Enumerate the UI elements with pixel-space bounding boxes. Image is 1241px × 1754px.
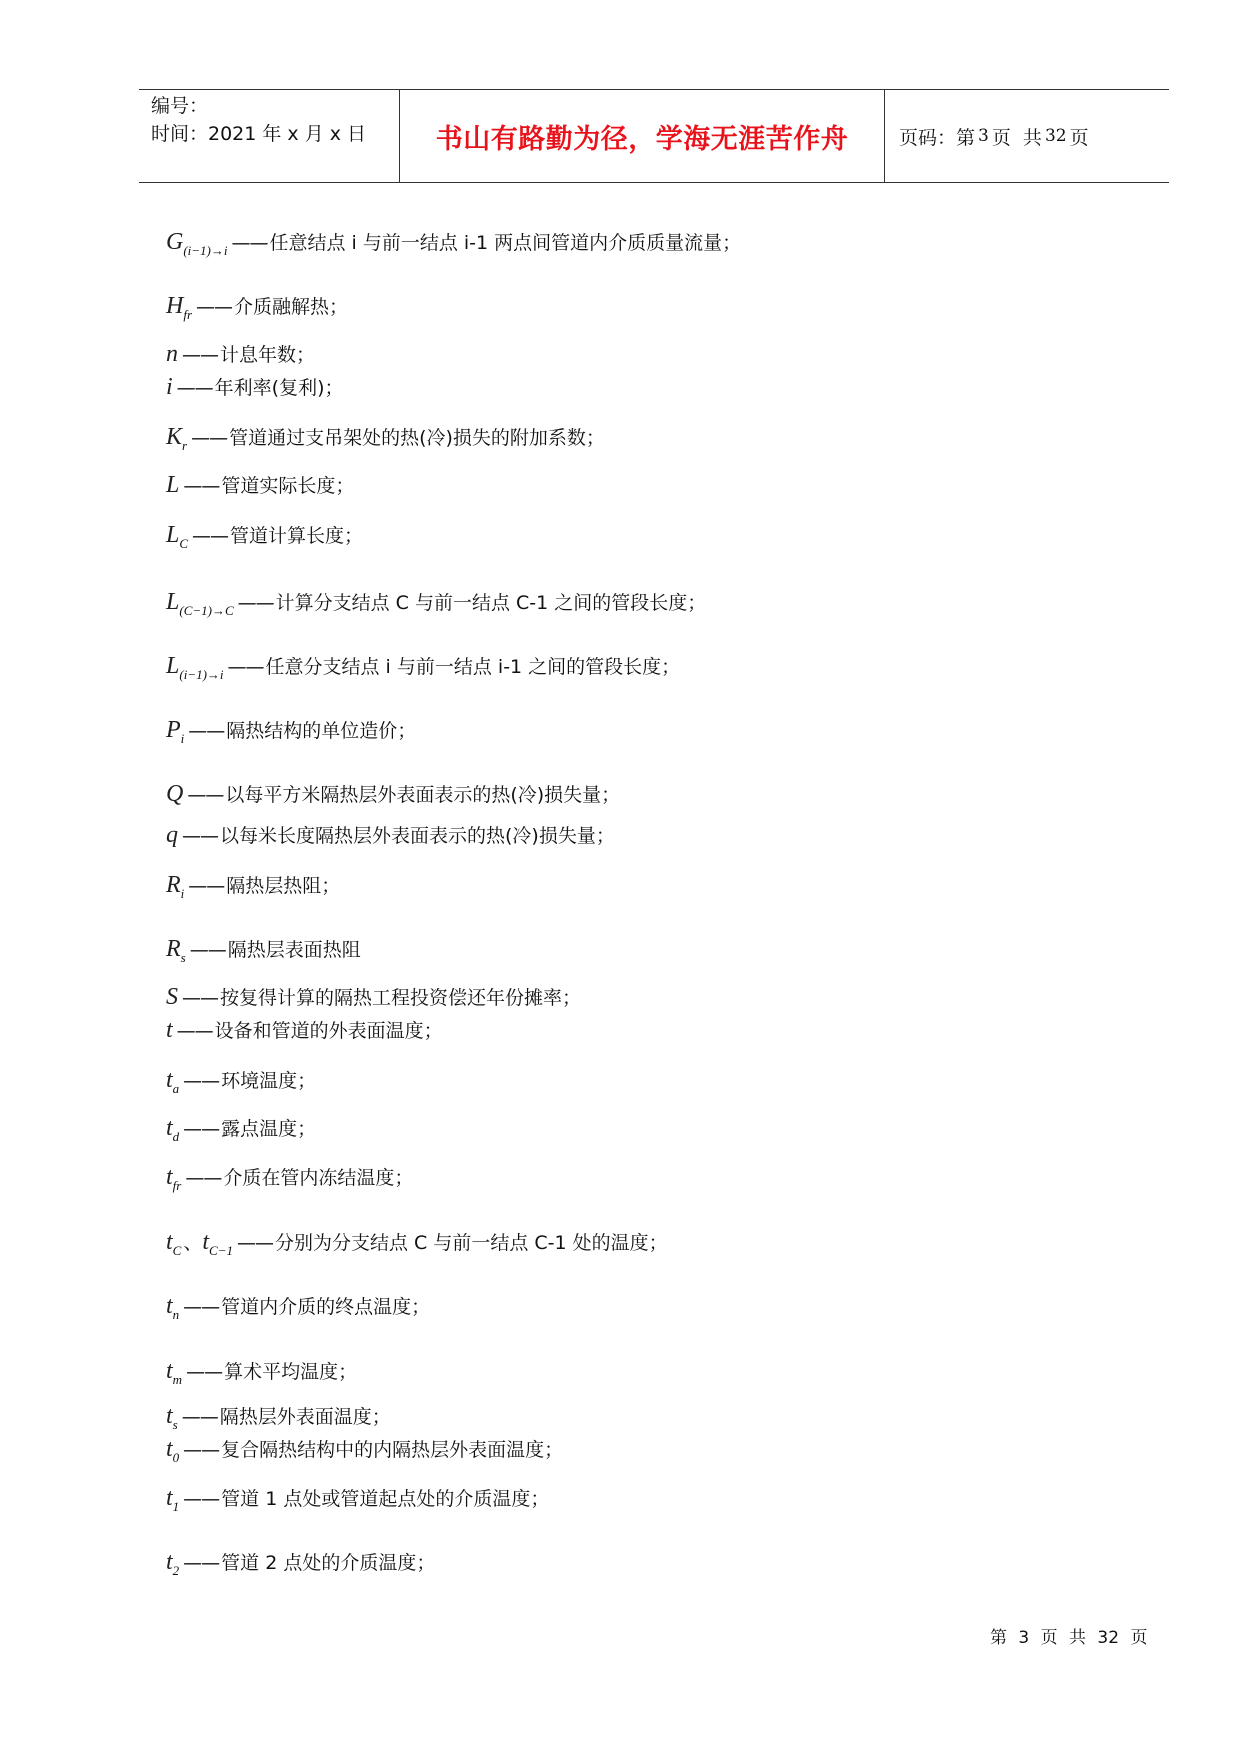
page-footer: 第 3 页 共 32 页: [990, 1628, 1148, 1648]
definition-text: 介质在管内冻结温度；: [223, 1167, 414, 1189]
dash: ——: [182, 825, 218, 847]
definition-text: 任意结点 i 与前一结点 i-1 两点间管道内介质质量流量；: [269, 232, 742, 254]
subscript: s: [172, 1417, 178, 1432]
definition-text: 分别为分支结点 C 与前一结点 C-1 处的温度；: [274, 1232, 668, 1254]
dash: ——: [183, 1488, 220, 1510]
symbol: t: [166, 1164, 173, 1190]
dash: ——: [189, 939, 226, 961]
subscript: fr: [172, 1178, 182, 1193]
dash: ——: [186, 1361, 223, 1383]
definition-text: 以每平方米隔热层外表面表示的热(冷)损失量；: [225, 784, 621, 806]
definition-text: 计算分支结点 C 与前一结点 C-1 之间的管段长度；: [275, 592, 707, 614]
time-label: 时间：2021 年 x 月 x 日: [151, 123, 367, 145]
subscript: m: [172, 1372, 183, 1387]
definition-text: 隔热层表面热阻: [227, 939, 361, 961]
definition-text: 环境温度；: [221, 1070, 317, 1092]
dash: ——: [176, 377, 213, 399]
header-divider: [884, 90, 885, 182]
subscript: (C−1)→C: [179, 603, 234, 618]
dash: ——: [191, 427, 228, 449]
header-motto: 书山有路勤为径，学海无涯苦作舟: [435, 123, 849, 155]
definition-text: 按复得计算的隔热工程投资偿还年份摊率；: [220, 987, 582, 1009]
symbol: G: [166, 229, 184, 255]
document-header: [139, 89, 1169, 183]
definition-item: [166, 1016, 443, 1044]
definition-text: 年利率(复利)；: [214, 377, 344, 399]
definition-item: [166, 423, 605, 451]
symbol: L: [166, 589, 180, 615]
subscript: C: [172, 1243, 182, 1258]
subscript: n: [172, 1307, 180, 1322]
dash: ——: [237, 592, 274, 614]
page-prefix: 页码：第: [899, 126, 976, 149]
symbol: L: [166, 472, 180, 498]
symbol: R: [166, 872, 181, 898]
definition-item: [166, 1484, 549, 1512]
definition-item: [166, 471, 354, 499]
definition-item: [166, 228, 741, 256]
number-label: 编号：: [151, 95, 209, 117]
subscript: r: [182, 438, 188, 453]
definition-item: [166, 652, 680, 680]
definition-text: 设备和管道的外表面温度；: [214, 1020, 443, 1042]
symbol: L: [166, 653, 180, 679]
symbol: i: [166, 374, 173, 400]
dash: ——: [183, 1070, 220, 1092]
symbol: t: [166, 1403, 173, 1429]
definition-text: 复合隔热结构中的内隔热层外表面温度；: [221, 1439, 564, 1461]
dash: ——: [196, 296, 233, 318]
dash: ——: [183, 1296, 220, 1318]
definition-item: [166, 871, 340, 899]
definition-text: 管道计算长度；: [230, 525, 364, 547]
definition-item: [166, 292, 348, 320]
subscript: 1: [172, 1499, 180, 1514]
definition-text: 任意分支结点 i 与前一结点 i-1 之间的管段长度；: [265, 656, 681, 678]
dash: ——: [181, 1406, 218, 1428]
definition-item: [166, 373, 344, 401]
definition-item: [166, 340, 315, 368]
definition-item: [166, 1114, 316, 1142]
definition-text: 隔热层热阻；: [226, 875, 341, 897]
subscript: 0: [172, 1450, 180, 1465]
definition-text: 管道 2 点处的介质温度；: [221, 1552, 436, 1574]
definition-text: 算术平均温度；: [224, 1361, 358, 1383]
definition-text: 管道实际长度；: [221, 475, 355, 497]
subscript: s: [180, 950, 186, 965]
symbol: K: [166, 424, 183, 450]
symbol: H: [166, 293, 184, 319]
symbol: t: [202, 1229, 210, 1255]
symbol: t: [166, 1067, 173, 1093]
dash: ——: [176, 1020, 213, 1042]
symbol: t: [166, 1017, 173, 1043]
separator: 、: [183, 1232, 203, 1254]
definition-item: [166, 716, 416, 744]
symbol: t: [166, 1549, 173, 1575]
symbol: P: [166, 717, 181, 743]
dash: ——: [187, 784, 224, 806]
subscript: fr: [183, 307, 193, 322]
definition-text: 管道通过支吊架处的热(冷)损失的附加系数；: [229, 427, 605, 449]
definition-text: 管道内介质的终点温度；: [221, 1296, 431, 1318]
symbol: Q: [166, 781, 184, 807]
header-meta: [151, 92, 399, 180]
subscript: (i−1)→i: [179, 667, 224, 682]
subscript: a: [172, 1081, 180, 1096]
symbol: t: [166, 1358, 173, 1384]
dash: ——: [185, 1167, 222, 1189]
symbol: t: [166, 1115, 173, 1141]
definition-item: [166, 1292, 430, 1320]
subscript: d: [172, 1129, 180, 1144]
dash: ——: [227, 656, 264, 678]
definition-text: 介质融解热；: [234, 296, 349, 318]
symbol: L: [166, 522, 180, 548]
symbol: t: [166, 1485, 173, 1511]
definition-item: [166, 1066, 316, 1094]
dash: ——: [192, 525, 229, 547]
definition-item: [166, 935, 361, 963]
symbol: t: [166, 1293, 173, 1319]
dash: ——: [188, 720, 225, 742]
page-mid: 页 共: [991, 126, 1042, 149]
symbol: t: [166, 1229, 173, 1255]
subscript: (i−1)→i: [183, 243, 228, 258]
page-suffix: 页: [1069, 126, 1089, 149]
symbol: q: [166, 822, 178, 848]
definition-item: [166, 1357, 357, 1385]
subscript: i: [180, 886, 185, 901]
symbol: S: [166, 984, 178, 1010]
definition-text: 露点温度；: [221, 1118, 317, 1140]
dash: ——: [183, 1118, 220, 1140]
definition-item: [166, 1548, 435, 1576]
definition-item: [166, 780, 620, 808]
subscript: 2: [172, 1563, 180, 1578]
dash: ——: [183, 1552, 220, 1574]
symbol: n: [166, 341, 178, 367]
subscript: C: [179, 536, 189, 551]
definition-item: [166, 1435, 563, 1463]
dash: ——: [183, 475, 220, 497]
definition-text: 管道 1 点处或管道起点处的介质温度；: [221, 1488, 550, 1510]
subscript: i: [180, 731, 185, 746]
definition-item: [166, 821, 615, 849]
page-current: 3: [978, 126, 989, 146]
dash: ——: [188, 875, 225, 897]
definition-item: [166, 588, 706, 616]
definition-item: [166, 1228, 668, 1256]
dash: ——: [231, 232, 268, 254]
definition-text: 隔热结构的单位造价；: [226, 720, 417, 742]
definition-item: [166, 1163, 413, 1191]
page-total: 32: [1044, 126, 1067, 146]
definition-text: 以每米长度隔热层外表面表示的热(冷)损失量；: [220, 825, 615, 847]
definition-item: [166, 521, 363, 549]
dash: ——: [183, 1439, 220, 1461]
dash: ——: [236, 1232, 273, 1254]
definition-item: [166, 983, 581, 1011]
dash: ——: [182, 987, 218, 1009]
definition-text: 隔热层外表面温度；: [219, 1406, 391, 1428]
header-page-info: [899, 90, 1089, 182]
definition-text: 计息年数；: [220, 344, 316, 366]
symbol: R: [166, 936, 181, 962]
definition-item: [166, 1402, 391, 1430]
symbol: t: [166, 1436, 173, 1462]
dash: ——: [182, 344, 218, 366]
subscript: C−1: [209, 1243, 233, 1258]
